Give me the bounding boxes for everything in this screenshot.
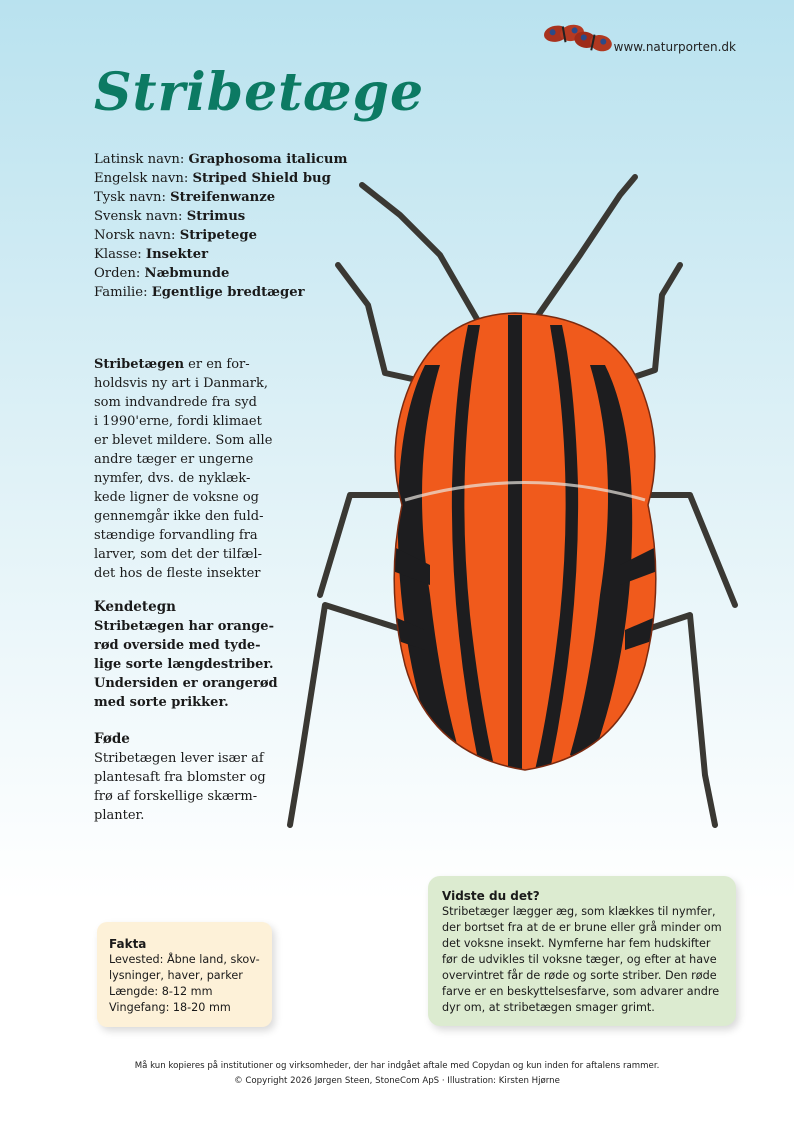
name-row-swedish: Svensk navn: Strimus — [94, 209, 246, 224]
name-row-english: Engelsk navn: Striped Shield bug — [94, 171, 331, 186]
intro-text: Stribetægen er en for- holdsvis ny art i Danmark, som indvandrede fra syd i 1990'erne, fordi klimaet er blevet mildere. Som alle andre tæger er ungerne nymfer, dvs. de nyklæk- kede ligner de voksne og gennemgår ikke den fuld- stændige forvandling fra larver, som det der tilfæl- det hos de fleste insekter — [94, 357, 273, 581]
vidste-du-det-box: Vidste du det? Stribetæger lægger æg, som klækkes til nymfer, der bortset fra at de er brune eller grå minder om det voksne insekt. Nymferne har fem hudskifter før de udvikles til voksne tæger, og efter at have overvintret får de røde og sorte striber. Den røde farve er en beskyttelsesfarve, som advarer andre dyr om, at stribetægen smager grimt. — [428, 876, 736, 1026]
fakta-box: Fakta Levested: Åbne land, skov- lysninger, haver, parker Længde: 8-12 mm Vingefang: 18-20 mm — [97, 922, 272, 1027]
name-row-class: Klasse: Insekter — [94, 247, 209, 262]
name-row-latin: Latinsk navn: Graphosoma italicum — [94, 152, 348, 167]
foede-heading: Føde — [94, 731, 130, 747]
foede-section: Føde Stribetægen lever især af plantesaft fra blomster og frø af forskellige skærm- planter. — [94, 730, 284, 825]
kendetegn-section: Kendetegn Stribetægen har orange- rød overside med tyde- lige sorte længdestriber. Undersiden er orangerød med sorte prikker. — [94, 598, 284, 712]
name-row-norwegian: Norsk navn: Stripetege — [94, 228, 257, 243]
striped-shield-bug-illustration — [280, 165, 770, 845]
name-row-order: Orden: Næbmunde — [94, 266, 230, 281]
kendetegn-heading: Kendetegn — [94, 599, 176, 615]
site-url: www.naturporten.dk — [613, 40, 736, 54]
fakta-heading: Fakta — [109, 937, 147, 951]
butterflies-illustration — [538, 18, 618, 58]
name-row-german: Tysk navn: Streifenwanze — [94, 190, 276, 205]
footer-copyright: © Copyright 2026 Jørgen Steen, StoneCom ApS · Illustration: Kirsten Hjørne — [234, 1076, 560, 1086]
vidste-heading: Vidste du det? — [442, 889, 540, 903]
name-row-family: Familie: Egentlige bredtæger — [94, 285, 305, 300]
page-title: Stribetæge — [94, 62, 425, 123]
footer-copy-notice: Må kun kopieres på institutioner og virksomheder, der har indgået aftale med Copydan og kun inden for aftalens rammer. — [134, 1061, 660, 1071]
